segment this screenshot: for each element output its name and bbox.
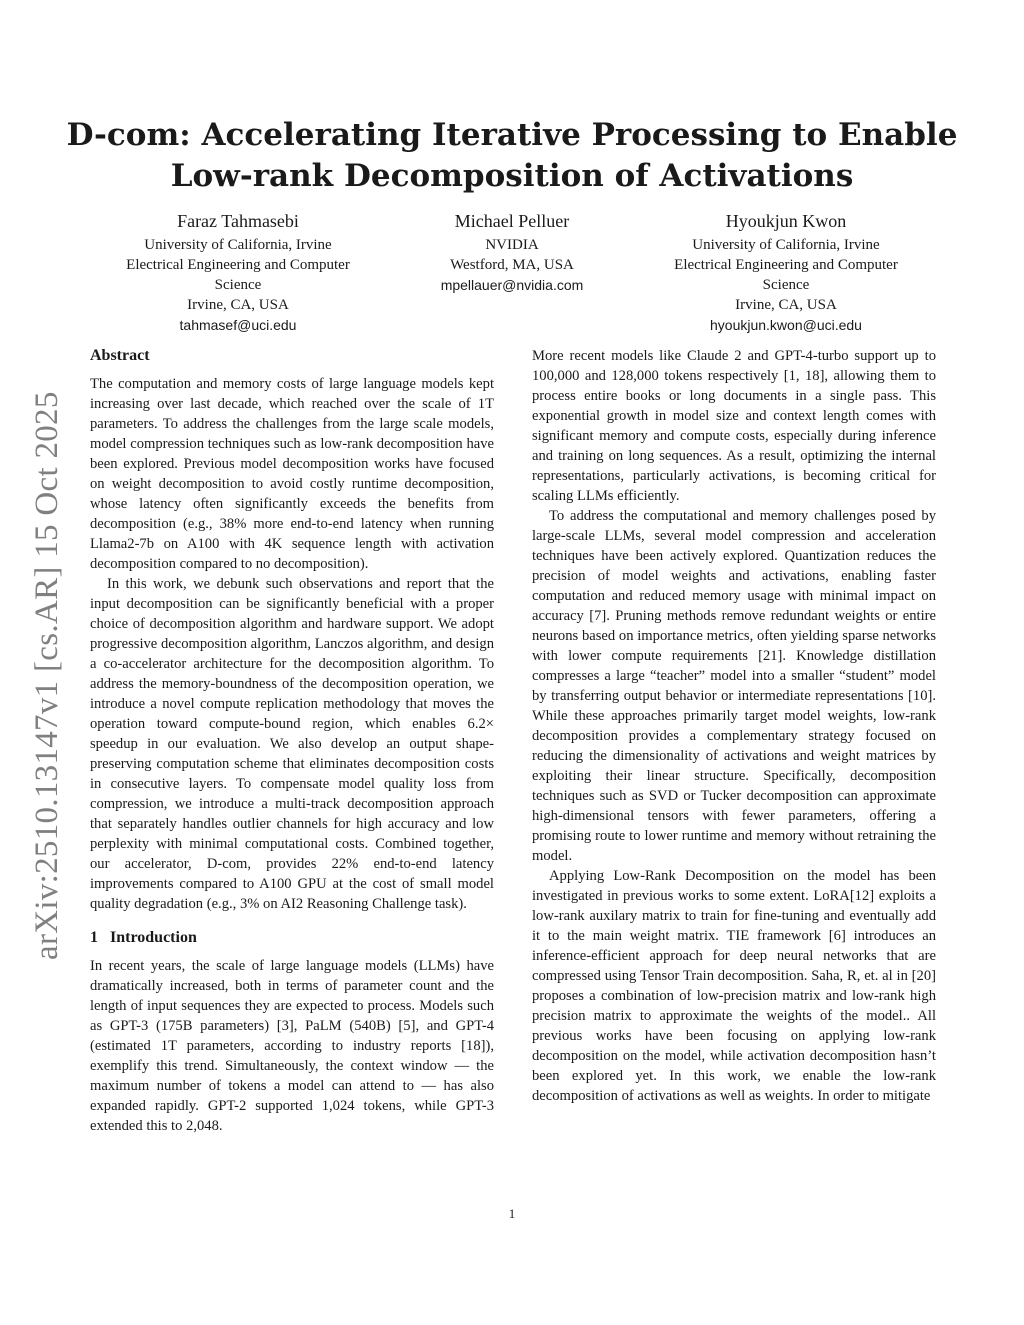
paper-title bbox=[60, 115, 964, 197]
left-column bbox=[90, 346, 494, 1136]
author-name: Michael Pelluer bbox=[454, 211, 570, 231]
author-name: Hyoukjun Kwon bbox=[725, 211, 847, 231]
author-affiliation: Electrical Engineering and Computer bbox=[674, 257, 898, 273]
author-affiliation: Science bbox=[762, 277, 810, 293]
abstract-paragraph-1: The computation and memory costs of large language models kept increasing over last decade, which reached over the scale of 1T parameters. To address the challenges from the large scale models, model compression techniques such as low-rank decomposition have been explored. Previous model decomposition works have focused on weight decomposition to avoid costly runtime decomposition, whose latency often significantly exceeds the benefits from decomposition (e.g., 38% more end-to-end latency when running Llama2-7b on A100 with 4K sequence length with activation decomposition compared to no decomposition). bbox=[90, 376, 494, 572]
author-name: Faraz Tahmasebi bbox=[177, 211, 299, 231]
introduction-paragraph-1: In recent years, the scale of large language models (LLMs) have dramatically increased, both in terms of parameter count and the length of input sequences they are expected to process. Models such as GPT-3 (175B parameters) [3], PaLM (540B) [5], and GPT-4 (estimated 1T parameters, according to industry reports [18]), exemplify this trend. Simultaneously, the context window — the maximum number of tokens a model can attend to — has also expanded rapidly. GPT-2 supported 1,024 tokens, while GPT-3 extended this to 2,048. bbox=[90, 958, 494, 1134]
author-block-3 bbox=[640, 207, 932, 335]
section-title: Introduction bbox=[110, 929, 197, 946]
author-affiliation: University of California, Irvine bbox=[144, 237, 332, 253]
author-location: Irvine, CA, USA bbox=[187, 297, 289, 313]
author-affiliation: Electrical Engineering and Computer bbox=[126, 257, 350, 273]
author-email[interactable]: tahmasef@uci.edu bbox=[179, 317, 297, 333]
author-affiliation: University of California, Irvine bbox=[692, 237, 880, 253]
section-number: 1 bbox=[90, 929, 98, 946]
arxiv-identifier-stamp: arXiv:2510.13147v1 [cs.AR] 15 Oct 2025 bbox=[29, 391, 65, 960]
author-email[interactable]: mpellauer@nvidia.com bbox=[440, 277, 584, 293]
introduction-paragraph-2: To address the computational and memory challenges posed by large-scale LLMs, several model compression and acceleration techniques have been actively explored. Quantization reduces the precision of model weights and activations, enabling faster computation and reduced memory usage with minimal impact on accuracy [7]. Pruning methods remove redundant weights or entire neurons based on importance metrics, often yielding sparse networks with lower compute requirements [21]. Knowledge distillation compresses a large “teacher” model into a smaller “student” model by transferring output behavior or intermediate representations [10]. While these approaches primarily target model weights, low-rank decomposition provides a complementary strategy focused on reducing the dimensionality of activations and weight matrices by exploiting their linear structure. Specifically, decomposition techniques such as SVD or Tucker decomposition can approximate high-dimensional tensors with fewer parameters, offering a promising route to lower runtime and memory without retraining the model. bbox=[532, 508, 936, 864]
abstract-heading: Abstract bbox=[90, 347, 150, 364]
author-block-2 bbox=[412, 207, 612, 295]
author-location: Irvine, CA, USA bbox=[735, 297, 837, 313]
introduction-paragraph-1-continued: More recent models like Claude 2 and GPT-4-turbo support up to 100,000 and 128,000 tokens respectively [1, 18], allowing them to process entire books or long documents in a single pass. This exponential growth in model size and context length comes with significant memory and compute costs, especially during inference and training on long sequences. As a result, optimizing the internal representations, particularly activations, is becoming critical for scaling LLMs efficiently. bbox=[532, 348, 936, 504]
page-number: 1 bbox=[508, 1206, 516, 1221]
abstract-paragraph-2: In this work, we debunk such observations and report that the input decomposition can be significantly beneficial with a proper choice of decomposition algorithm and hardware support. We adopt progressive decomposition algorithm, Lanczos algorithm, and design a co-accelerator architecture for the decomposition algorithm. To address the memory-boundness of the decomposition operation, we introduce a novel compute replication methodology that moves the operation toward compute-bound region, which enables 6.2× speedup in our evaluation. We also develop an output shape-preserving computation scheme that eliminates decomposition costs in consecutive layers. To compensate model quality loss from compression, we introduce a multi-track decomposition approach that separately handles outlier channels for high accuracy and low perplexity with minimal computational costs. Combined together, our accelerator, D-com, provides 22% end-to-end latency improvements compared to A100 GPU at the cost of small model quality degradation (e.g., 3% on AI2 Reasoning Challenge task). bbox=[90, 576, 494, 912]
title-line-1: D-com: Accelerating Iterative Processing to Enable bbox=[66, 117, 958, 153]
title-line-2: Low-rank Decomposition of Activations bbox=[170, 158, 854, 194]
author-email[interactable]: hyoukjun.kwon@uci.edu bbox=[710, 317, 862, 333]
introduction-heading bbox=[90, 928, 494, 948]
introduction-paragraph-3: Applying Low-Rank Decomposition on the model has been investigated in previous works to some extent. LoRA[12] exploits a low-rank auxilary matrix to train for fine-tuning and eventually add it to the main weight matrix. TIE framework [6] introduces an inference-efficient approach for deep neural networks that are compressed using Tensor Train decomposition. Saha, R, et. al in [20] proposes a combination of low-precision matrix and low-rank high precision matrix to approximate the weights of the model.. All previous works have been focusing on applying low-rank decomposition on the model, while activation decomposition hasn’t been explored yet. In this work, we enable the low-rank decomposition of activations as well as weights. In order to mitigate bbox=[532, 868, 936, 1104]
author-block-1 bbox=[92, 207, 384, 335]
right-column bbox=[532, 346, 936, 1106]
author-location: Westford, MA, USA bbox=[450, 257, 574, 273]
author-affiliation: Science bbox=[214, 277, 262, 293]
author-affiliation: NVIDIA bbox=[485, 237, 539, 253]
